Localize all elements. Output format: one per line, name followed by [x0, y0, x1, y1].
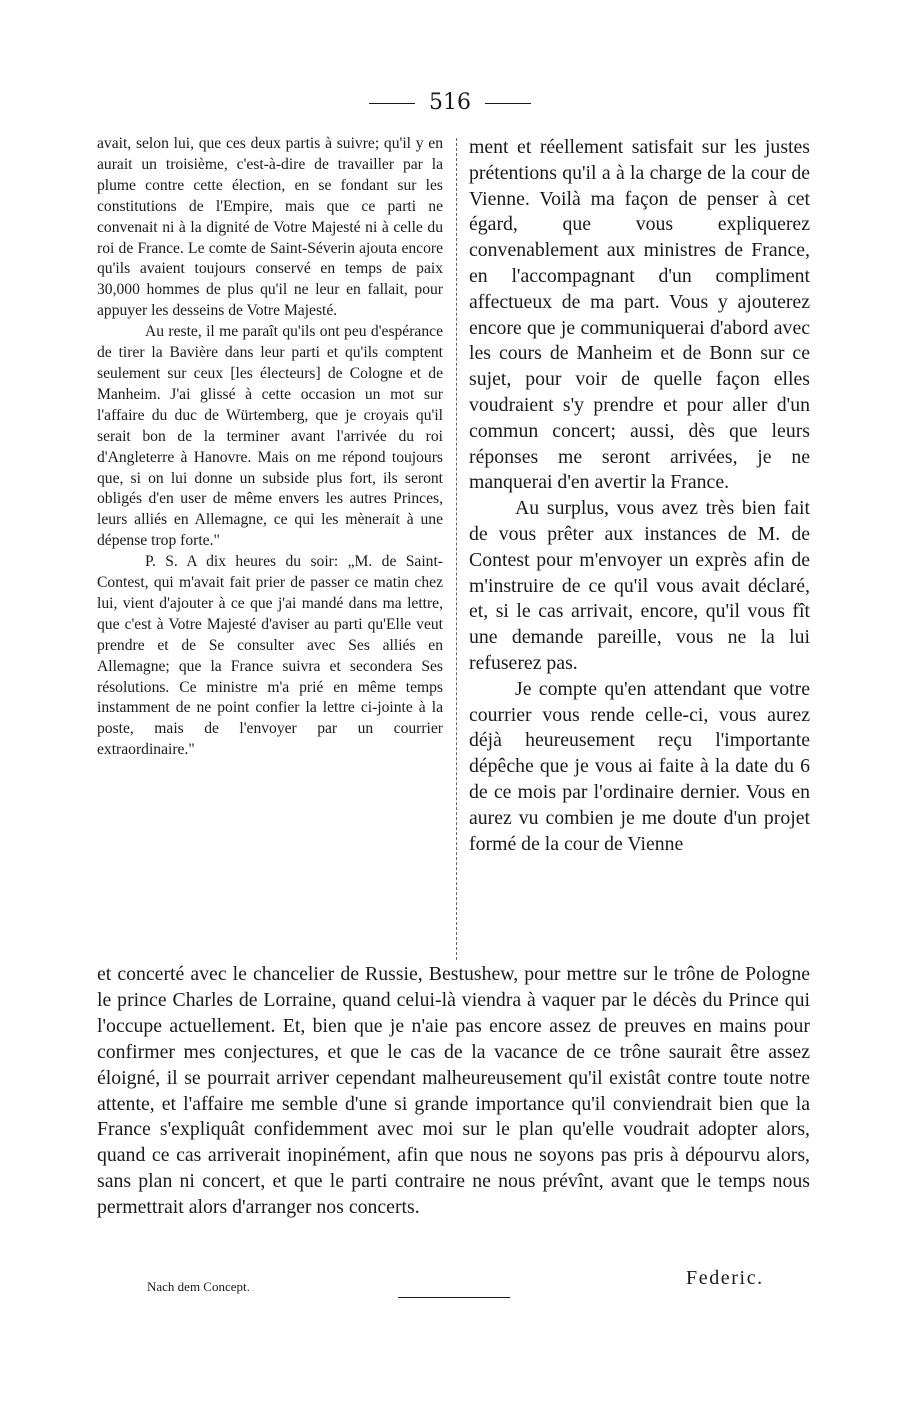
full-width-letter-text [97, 962, 810, 1221]
left-column-quoted-report [97, 134, 443, 761]
closing-rule [398, 1297, 510, 1298]
left-paragraph-postscript: P. S. A dix heures du soir: „M. de Saint-Contest, qui m'avait fait prier de passer ce matin chez lui, vient d'ajouter à ce que j'ai mandé dans ma lettre, que c'est à Votre Majesté d'aviser au parti qu'Elle veut prendre et de Se consulter avec Ses alliés en Allemagne; que la France suivra et secondera Ses résolutions. Ce ministre m'a prié en même temps instamment de ne point confier la lettre ci-jointe à la poste, mais de l'envoyer par un courrier extraordinaire." [97, 553, 443, 759]
column-divider [456, 138, 457, 960]
left-paragraph-1: avait, selon lui, que ces deux partis à suivre; qu'il y en aurait un troisième, c'est-à-dire de travailler par la plume contre cette élection, en se fondant sur les constitutions de l'Empire, mais que ce parti ne convenait ni à la dignité de Votre Majesté ni à celle du roi de France. Le comte de Saint-Séverin ajouta encore qu'ils avaient toujours conservé en temps de paix 30,000 hommes de plus qu'il ne leur en fallait, pour appuyer les desseins de Votre Majesté. [97, 135, 443, 320]
right-column-letter-text [469, 135, 810, 857]
source-note: Nach dem Concept. [147, 1279, 250, 1294]
right-paragraph-3: Je compte qu'en attendant que votre courrier vous rende celle-ci, vous aurez déjà heureusement reçu l'importante dépêche que je vous ai faite à la date du 6 de ce mois par l'ordinaire dernier. Vous en aurez vu combien je me doute d'un projet formé de la cour de Vienne [469, 677, 810, 855]
page-number: 516 [429, 90, 471, 115]
page-number-dash-left [369, 103, 415, 104]
page-number-dash-right [485, 103, 531, 104]
page-number-header [0, 88, 900, 118]
signature: Federic. [686, 1267, 764, 1289]
right-paragraph-1: ment et réellement satisfait sur les justes prétentions qu'il a à la charge de la cour de Vienne. Voilà ma façon de penser à cet égard, que vous expliquerez convenablement aux ministres de France, en l'accompagnant d'un compliment affectueux de ma part. Vous y ajouterez encore que je communiquerai d'abord avec les cours de Manheim et de Bonn sur ce sujet, pour voir de quelle façon elles voudraient s'y prendre et pour aller d'un commun concert; aussi, dès que leurs réponses me seront arrivées, je ne manquerai d'en avertir la France. [469, 136, 810, 494]
right-paragraph-2: Au surplus, vous avez très bien fait de vous prêter aux instances de M. de Contest pour m'envoyer un exprès afin de m'instruire de ce qu'il vous avait déclaré, et, si le cas arrivait, encore, qu'il vous fît une demande pareille, vous ne la lui refuserez pas. [469, 497, 810, 674]
left-paragraph-2: Au reste, il me paraît qu'ils ont peu d'espérance de tirer la Bavière dans leur parti et qu'ils comptent seulement sur ceux [les électeurs] de Cologne et de Manheim. J'ai glissé à cette occasion un mot sur l'affaire du duc de Würtemberg, que je croyais qu'il serait bon de la terminer avant l'arrivée du roi d'Angleterre à Hanovre. Mais on me répond toujours que, si on lui donne un subside plus fort, ils seront obligés d'en user de même envers les autres Princes, leurs alliés en Allemagne, ce qui les mènerait à une dépense trop forte." [97, 323, 443, 550]
full-width-paragraph: et concerté avec le chancelier de Russie, Bestushew, pour mettre sur le trône de Pologne le prince Charles de Lorraine, quand celui-là viendra à vaquer par le décès du Prince qui l'occupe actuellement. Et, bien que je n'aie pas encore assez de preuves en mains pour confirmer mes conjectures, et que le cas de la vacance de ce trône saurait être assez éloigné, il se pourrait arriver cependant malheureusement qu'il existât contre toute notre attente, et l'affaire me semble d'une si grande importance qu'il conviendrait bien que la France s'expliquât confidemment avec moi sur le plan qu'elle voudrait adopter alors, quand ce cas arriverait inopinément, afin que nous ne soyons pas pris à dépourvu alors, sans plan ni concert, et que le parti contraire ne nous prévînt, avant que le temps nous permettrait alors d'arranger nos concerts. [97, 963, 810, 1219]
